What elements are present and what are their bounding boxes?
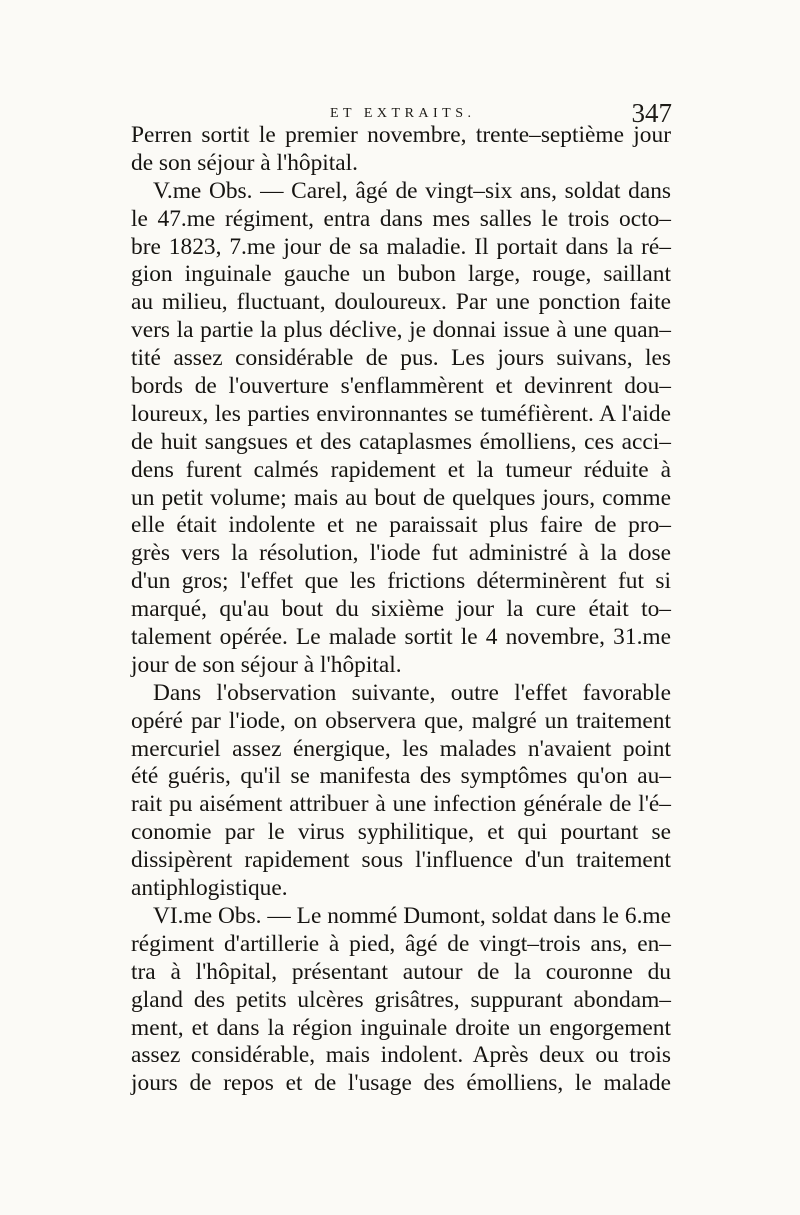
text-line: VI.me Obs. — Le nommé Dumont, soldat dans le 6.me	[153, 902, 671, 929]
text-line: régiment d'artillerie à pied, âgé de vingt–trois ans, en–	[131, 930, 671, 957]
text-line: un petit volume; mais au bout de quelques jours, comme	[131, 484, 671, 511]
text-line: assez considérable, mais indolent. Après deux ou trois	[131, 1042, 671, 1069]
text-line: Perren sortit le premier novembre, trente–septième jour	[131, 122, 671, 148]
text-line: gland des petits ulcères grisâtres, suppurant abondam–	[131, 986, 671, 1013]
running-title: ET EXTRAITS.	[330, 106, 476, 121]
page-number: 347	[631, 98, 672, 128]
text-line: mercuriel assez énergique, les malades n'avaient point	[131, 735, 671, 762]
text-line: opéré par l'iode, on observera que, malgré un traitement	[131, 707, 671, 734]
text-line: été guéris, qu'il se manifesta des symptômes qu'on au–	[131, 763, 671, 790]
text-line: elle était indolente et ne paraissait plus faire de pro–	[131, 512, 671, 539]
text-line: talement opérée. Le malade sortit le 4 novembre, 31.me	[131, 624, 671, 651]
text-line: antiphlogistique.	[131, 875, 288, 902]
text-line: gion inguinale gauche un bubon large, rouge, saillant	[131, 261, 671, 288]
text-line: grès vers la résolution, l'iode fut administré à la dose	[131, 540, 671, 567]
body-text	[131, 122, 671, 1098]
text-line: dens furent calmés rapidement et la tumeur réduite à	[131, 456, 671, 483]
text-line: loureux, les parties environnantes se tuméfièrent. A l'aide	[131, 400, 671, 427]
text-line: marqué, qu'au bout du sixième jour la cure était to–	[131, 596, 671, 623]
text-line: tra à l'hôpital, présentant autour de la couronne du	[131, 958, 671, 985]
text-line: conomie par le virus syphilitique, et qui pourtant se	[131, 819, 671, 846]
text-line: jours de repos et de l'usage des émolliens, le malade	[131, 1070, 671, 1097]
text-line: le 47.me régiment, entra dans mes salles le trois octo–	[131, 205, 671, 232]
text-line: V.me Obs. — Carel, âgé de vingt–six ans, soldat dans	[153, 177, 671, 204]
text-line: tité assez considérable de pus. Les jours suivans, les	[131, 345, 671, 372]
text-line: ment, et dans la région inguinale droite un engorgement	[131, 1014, 671, 1041]
text-line: d'un gros; l'effet que les frictions déterminèrent fut si	[131, 568, 671, 595]
text-line: vers la partie la plus déclive, je donnai issue à une quan–	[131, 317, 671, 344]
text-line: bords de l'ouverture s'enflammèrent et devinrent dou–	[131, 373, 671, 400]
text-line: jour de son séjour à l'hôpital.	[131, 651, 402, 678]
text-line: bre 1823, 7.me jour de sa maladie. Il portait dans la ré–	[131, 233, 671, 260]
text-line: rait pu aisément attribuer à une infection générale de l'é–	[131, 791, 671, 818]
text-line: de huit sangsues et des cataplasmes émolliens, ces acci–	[131, 428, 671, 455]
text-line: de son séjour à l'hôpital.	[131, 149, 359, 176]
text-line: dissipèrent rapidement sous l'influence d'un traitement	[131, 847, 671, 874]
text-line: au milieu, fluctuant, douloureux. Par une ponction faite	[131, 289, 671, 316]
text-line: Dans l'observation suivante, outre l'effet favorable	[153, 679, 671, 706]
